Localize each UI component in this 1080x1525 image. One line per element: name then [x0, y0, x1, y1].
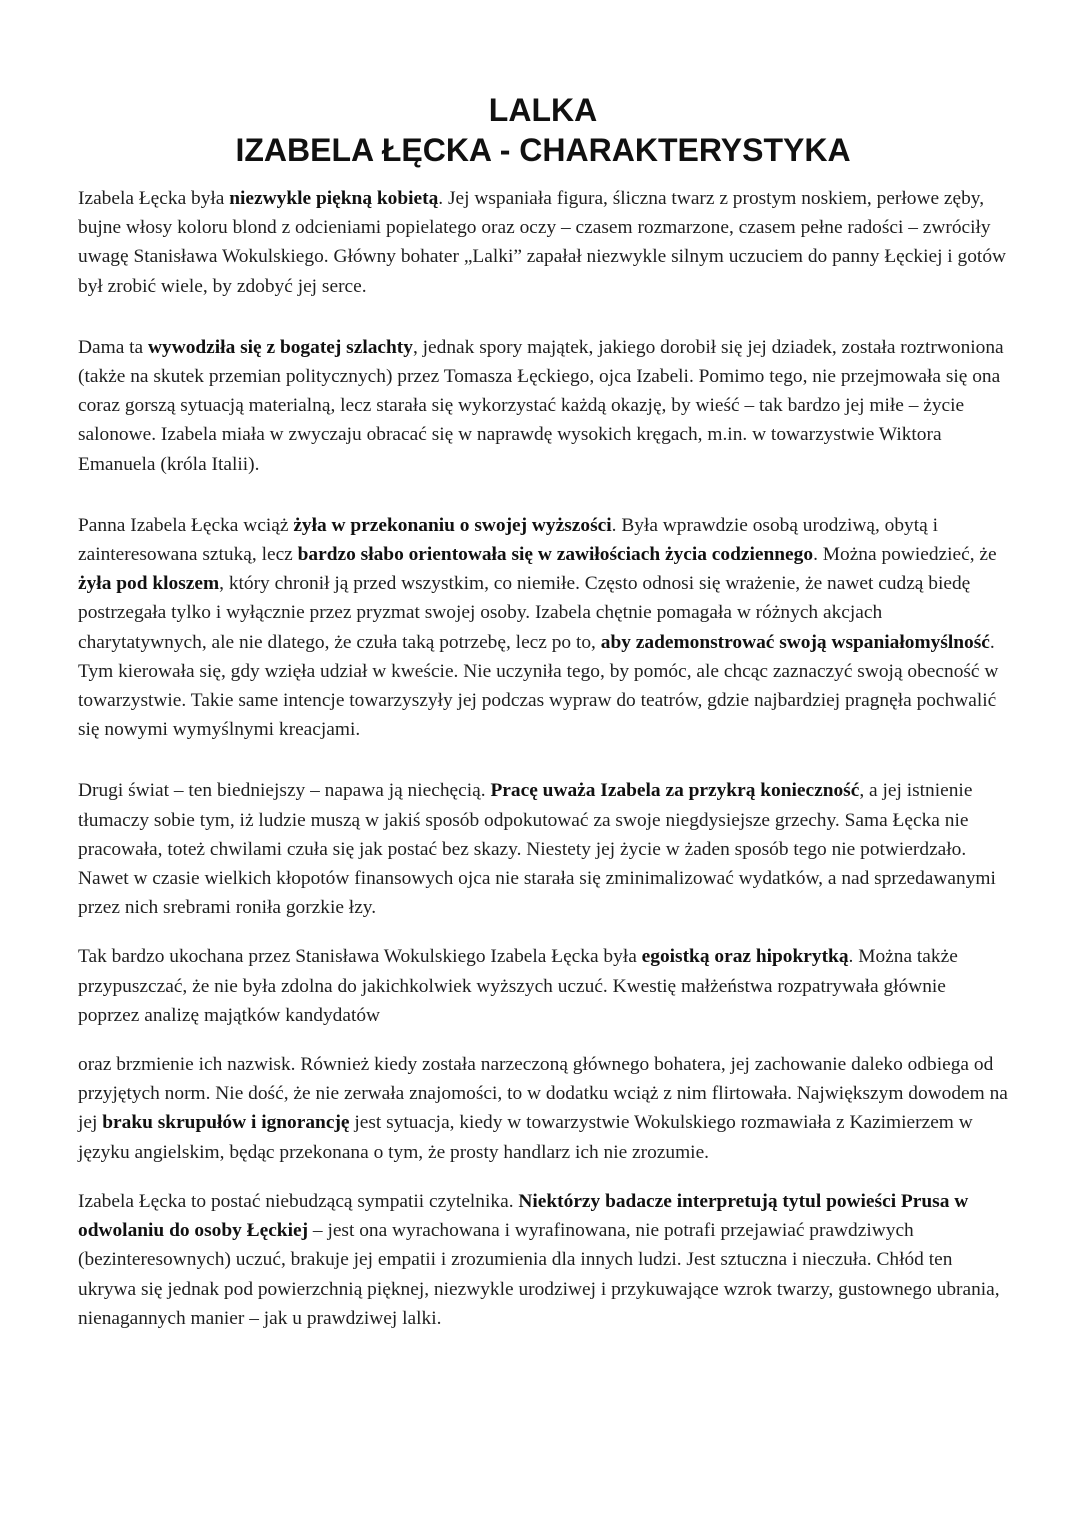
text-run: , a jej istnienie tłumaczy sobie tym, iż ludzie muszą w jakiś sposób odpokutować za swoje niegdysiejsze grzechy. Sama Łęcka nie pracowała, toteż chwilami czuła się jak postać bez skazy. Niestety jej życie w żaden sposób tego nie potwierdzało. Nawet w czasie wielkich kłopotów finansowych ojca nie starała się zminimalizować wydatków, a nad sprzedawanymi przez nich srebrami roniła gorzkie łzy.	[78, 780, 996, 919]
text-run: Dama ta	[78, 336, 148, 358]
bold-run: żyła pod kloszem	[78, 573, 220, 595]
paragraph-5	[78, 942, 1008, 1030]
title-line-1: LALKA	[488, 92, 598, 128]
title-line-2: IZABELA ŁĘCKA - CHARAKTERYSTYKA	[235, 132, 851, 168]
paragraph-1	[78, 184, 1008, 301]
text-run: Tak bardzo ukochana przez Stanisława Wokulskiego Izabela Łęcka była	[78, 946, 642, 968]
bold-run: wywodziła się z bogatej szlachty	[148, 336, 413, 358]
document-title	[78, 90, 1008, 170]
text-run: . Jej wspaniała figura, śliczna twarz z prostym noskiem, perłowe zęby, bujne włosy koloru blond z odcieniami popielatego oraz oczy – czasem rozmarzone, czasem pełne radości – zwróciły uwagę Stanisława Wokulskiego. Główny bohater „Lalki” zapałał niezwykle silnym uczuciem do panny Łęckiej i gotów był zrobić wiele, by zdobyć jej serce.	[78, 188, 1007, 297]
text-run: . Można powiedzieć, że	[813, 544, 997, 566]
document-page	[78, 90, 1008, 1353]
text-run: jest sytuacja, kiedy w towarzystwie Wokulskiego rozmawiała z Kazimierzem w języku angielskim, będąc przekonana o tym, że prosty handlarz ich nie zrozumie.	[78, 1112, 973, 1163]
bold-run: niezwykle piękną kobietą	[229, 188, 439, 209]
text-run: Panna Izabela Łęcka wciąż	[78, 514, 294, 536]
text-run: – jest ona wyrachowana i wyrafinowana, nie potrafi przejawiać prawdziwych (bezinteresownych) uczuć, brakuje jej empatii i zrozumienia dla innych ludzi. Jest sztuczna i nieczuła. Chłód ten ukrywa się jednak pod powierzchnią pięknej, niezwykle urodziwej i przykuwające wzrok twarzy, gustownego ubrania, nienagannych manier – jak u prawdziwej lalki.	[78, 1220, 1000, 1329]
text-run: Izabela Łęcka to postać niebudzącą sympatii czytelnika.	[78, 1190, 519, 1212]
bold-run: Pracę uważa Izabela za przykrą konieczność	[490, 780, 860, 802]
paragraph-4	[78, 776, 1008, 922]
text-run: oraz brzmienie ich nazwisk. Również kiedy została narzeczoną głównego bohatera, jej zachowanie daleko odbiega od przyjętych norm. Nie dość, że nie zerwała znajomości, to w dodatku wciąż z nim flirtowała. Największym dowodem na jej	[78, 1054, 1008, 1134]
text-run: Izabela Łęcka była	[78, 188, 230, 209]
paragraph-7	[78, 1187, 1008, 1333]
text-run: . Była wprawdzie osobą urodziwą, obytą i zainteresowana sztuką, lecz	[78, 514, 938, 566]
bold-run: żyła w przekonaniu o swojej wyższości	[293, 514, 612, 536]
text-run: . Można także przypuszczać, że nie była zdolna do jakichkolwiek wyższych uczuć. Kwestię małżeństwa rozpatrywała głównie poprzez analizę majątków kandydatów	[78, 946, 958, 1026]
text-run: . Tym kierowała się, gdy wzięła udział w kweście. Nie uczyniła tego, by pomóc, ale chcąc zaznaczyć swoją obecność w towarzystwie. Takie same intencje towarzyszyły jej podczas wypraw do teatrów, gdzie najbardziej pragnęła pochwalić się nowymi wymyślnymi kreacjami.	[78, 631, 999, 741]
text-run: , który chronił ją przed wszystkim, co niemiłe. Często odnosi się wrażenie, że nawet cudzą biedę postrzegała tylko i wyłącznie przez pryzmat swojej osoby. Izabela chętnie pomagała w różnych akcjach charytatywnych, ale nie dlatego, że czuła taką potrzebę, lecz po to,	[78, 573, 971, 653]
paragraph-2	[78, 333, 1008, 479]
text-run: Drugi świat – ten biedniejszy – napawa ją niechęcią.	[78, 780, 491, 802]
bold-run: egoistką oraz hipokrytką	[641, 946, 849, 968]
text-run: , jednak spory majątek, jakiego dorobił się jej dziadek, została roztrwoniona (także na skutek przemian politycznych) przez Tomasza Łęckiego, ojca Izabeli. Pomimo tego, nie przejmowała się ona coraz gorszą sytuacją materialną, lecz starała się wykorzystać każdą okazję, by wieść – tak bardzo jej miłe – życie salonowe. Izabela miała w zwyczaju obracać się w naprawdę wysokich kręgach, m.in. w towarzystwie Wiktora Emanuela (króla Italii).	[78, 336, 1004, 475]
paragraph-6	[78, 1050, 1008, 1167]
paragraph-3	[78, 511, 1008, 745]
bold-run: bardzo słabo orientowała się w zawiłościach życia codziennego	[297, 544, 814, 566]
bold-run: braku skrupułów i ignorancję	[102, 1112, 350, 1134]
bold-run: aby zademonstrować swoją wspaniałomyślność	[600, 631, 990, 653]
bold-run: Niektórzy badacze interpretują tytul powieści Prusa w odwolaniu do osoby Łęckiej	[78, 1190, 969, 1242]
